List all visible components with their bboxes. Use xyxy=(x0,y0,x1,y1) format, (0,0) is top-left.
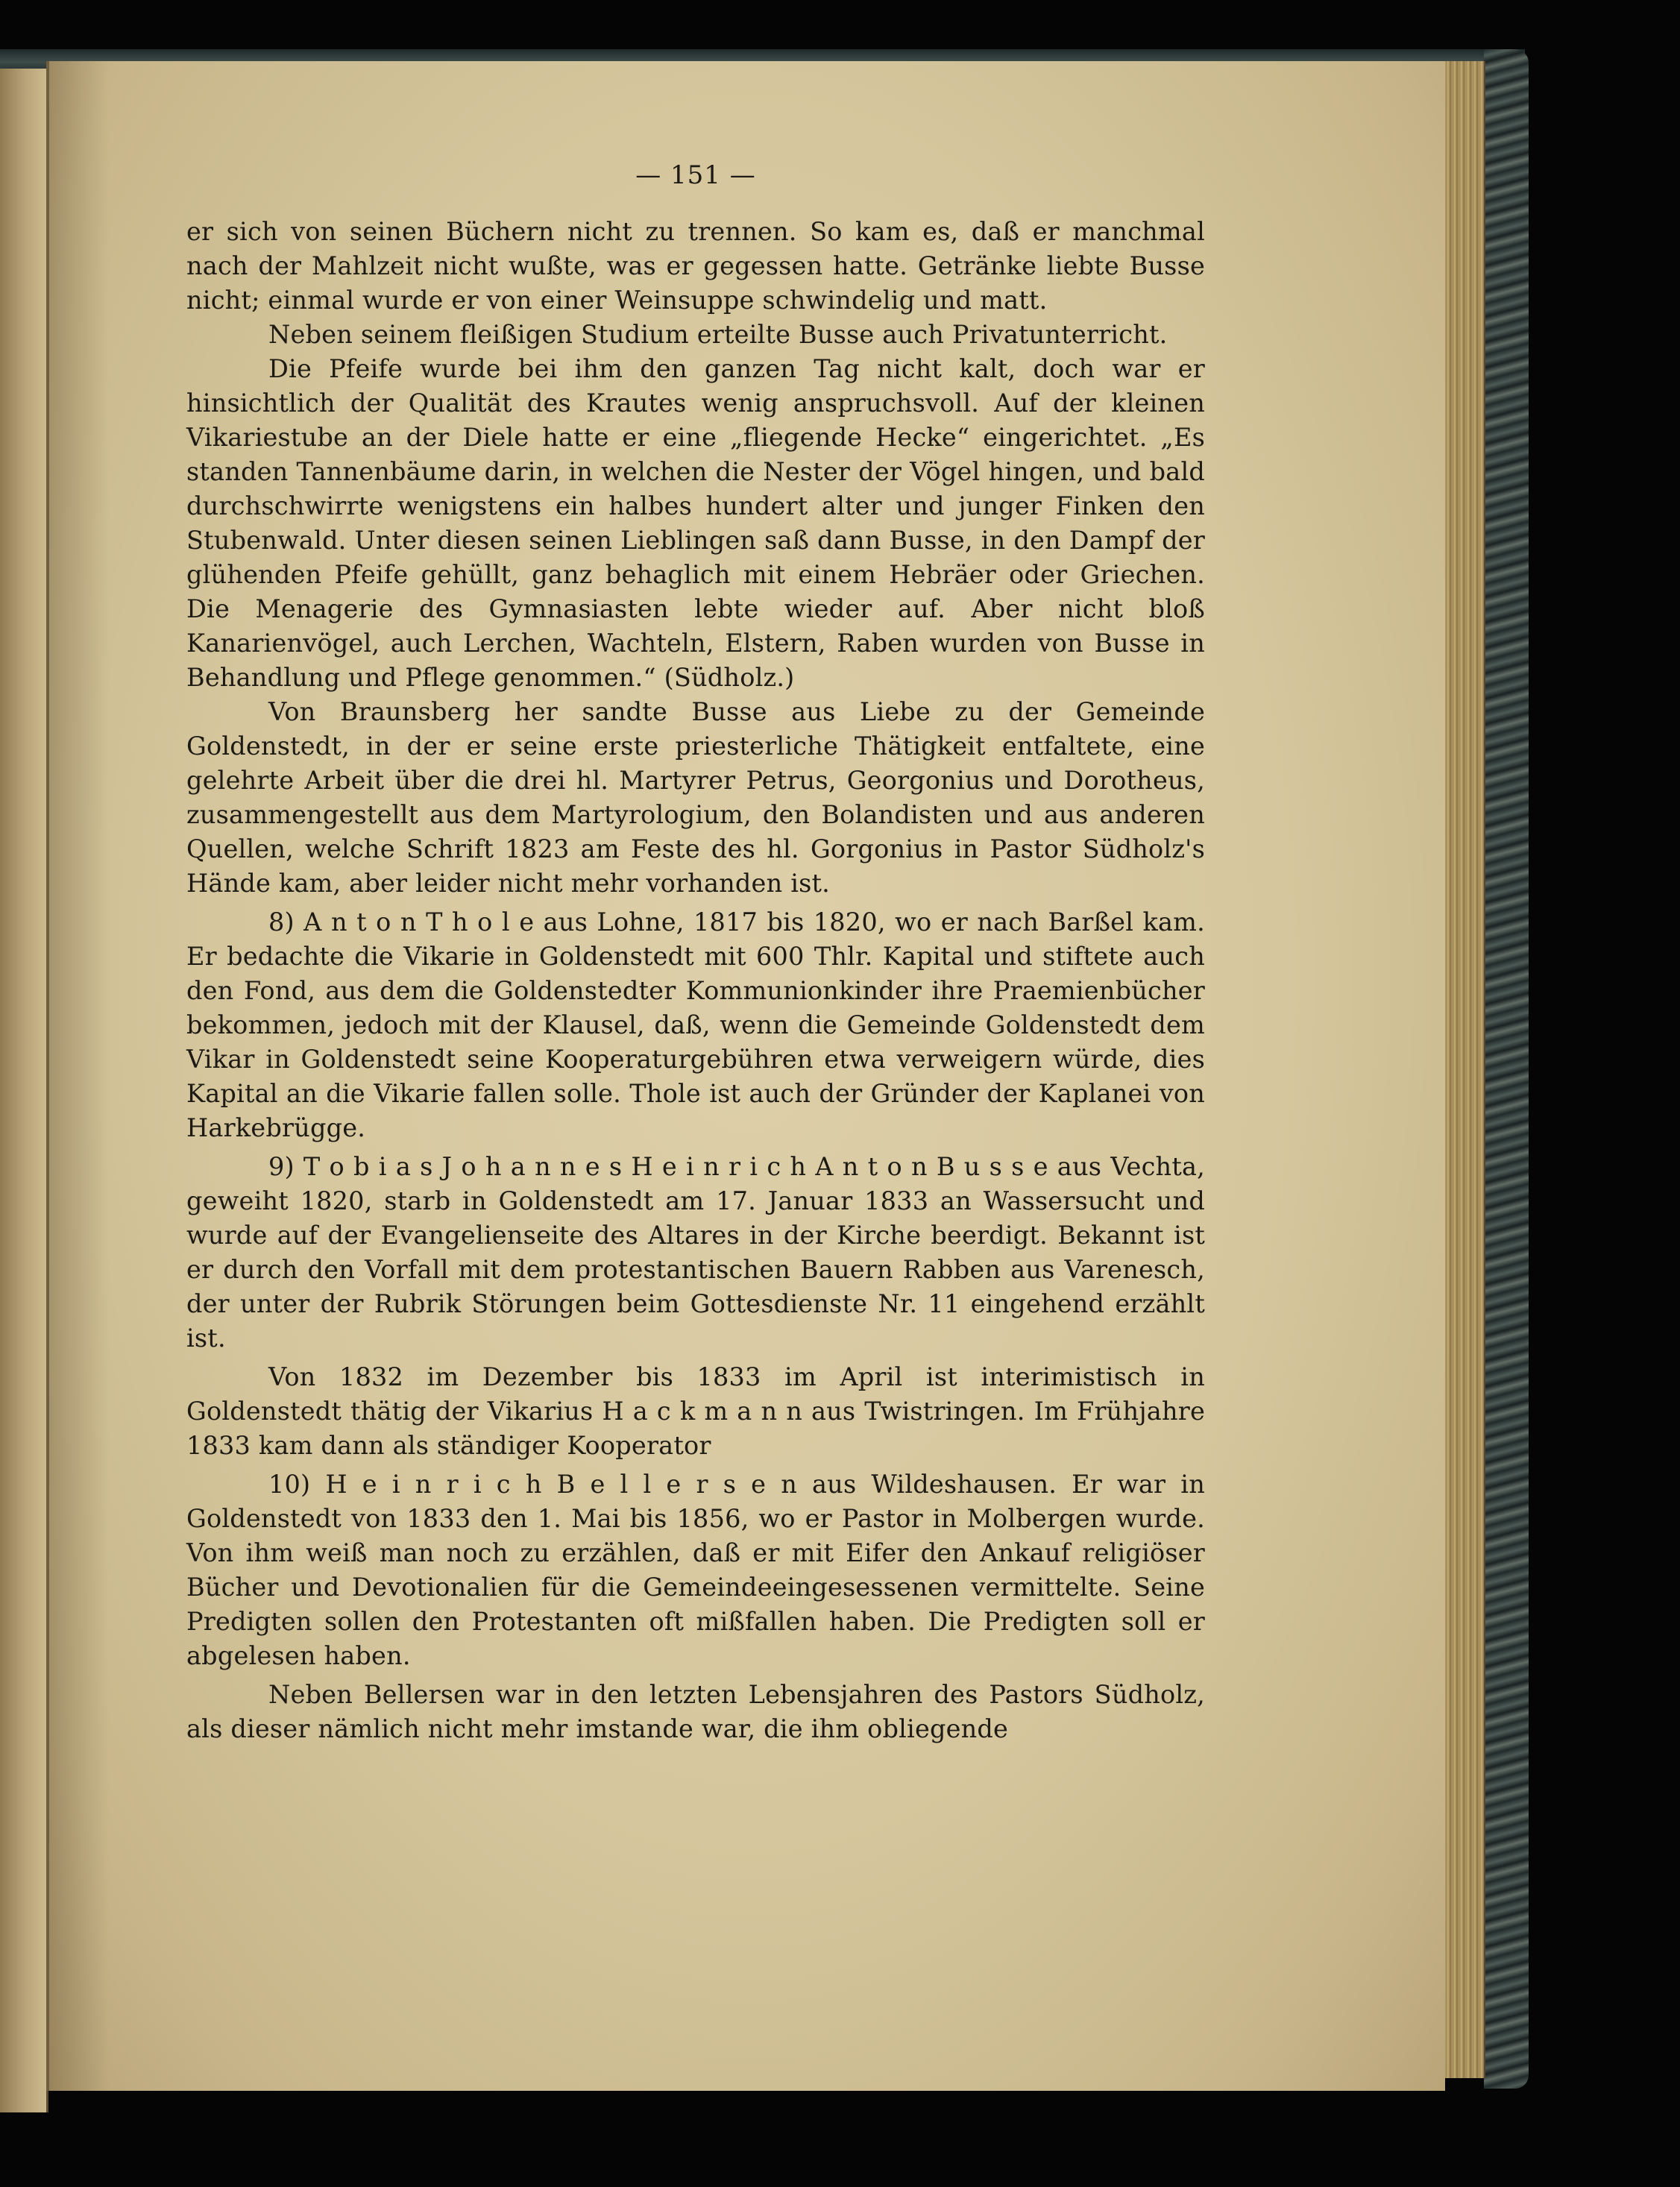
paragraph: Neben Bellersen war in den letzten Lebensjahren des Pastors Südholz, als dieser nämlich nicht mehr imstande war, die ihm obliegende xyxy=(186,1680,1205,1743)
paragraph: 8) A n t o n T h o l e aus Lohne, 1817 bis 1820, wo er nach Barßel kam. Er bedachte die Vikarie in Goldenstedt mit 600 Thlr. Kapital und stiftete auch den Fond, aus dem die Goldenstedter Kommunionkinder ihre Praemienbücher bekommen, jedoch mit der Klausel, daß, wenn die Gemeinde Goldenstedt dem Vikar in Goldenstedt seine Kooperaturgebühren etwa verweigern würde, dies Kapital an die Vikarie fallen solle. Thole ist auch der Gründer der Kaplanei von Harkebrügge. xyxy=(186,907,1205,1142)
facing-page-edge xyxy=(0,69,48,2112)
paragraph: 10) H e i n r i c h B e l l e r s e n aus Wildeshausen. Er war in Goldenstedt von 1833 den 1. Mai bis 1856, wo er Pastor in Molbergen wurde. Von ihm weiß man noch zu erzählen, daß er mit Eifer den Ankauf religiöser Bücher und Devotionalien für die Gemeindeeingesessenen vermittelte. Seine Predigten sollen den Protestanten oft mißfallen haben. Die Predigten soll er abgelesen haben. xyxy=(186,1470,1205,1670)
paragraph: Von 1832 im Dezember bis 1833 im April ist interimistisch in Goldenstedt thätig der Vikarius H a c k m a n n aus Twistringen. Im Frühjahre 1833 kam dann als ständiger Kooperator xyxy=(186,1362,1205,1460)
paragraph: 9) T o b i a s J o h a n n e s H e i n r i c h A n t o n B u s s e aus Vechta, geweiht 1820, starb in Goldenstedt am 17. Januar 1833 an Wassersucht und wurde auf der Evangelienseite des Altares in der Kirche beerdigt. Bekannt ist er durch den Vorfall mit dem protestantischen Bauern Rabben aus Varenesch, der unter der Rubrik Störungen beim Gottesdienste Nr. 11 eingehend erzählt ist. xyxy=(186,1152,1205,1353)
paragraph: Neben seinem fleißigen Studium erteilte Busse auch Privatunterricht. xyxy=(268,320,1168,349)
page-number: — 151 — xyxy=(635,160,756,190)
paragraph: Die Pfeife wurde bei ihm den ganzen Tag nicht kalt, doch war er hinsichtlich der Qualität des Krautes wenig anspruchsvoll. Auf der kleinen Vikariestube an der Diele hatte er eine „fliegende Hecke“ eingerichtet. „Es standen Tannenbäume darin, in welchen die Nester der Vögel hingen, und bald durchschwirrte wenigstens ein halbes hundert alter und junger Finken den Stubenwald. Unter diesen seinen Lieblingen saß dann Busse, in den Dampf der glühenden Pfeife gehüllt, ganz behaglich mit einem Hebräer oder Griechen. Die Menagerie des Gymnasiasten lebte wieder auf. Aber nicht bloß Kanarienvögel, auch Lerchen, Wachteln, Elstern, Raben wurden von Busse in Behandlung und Pflege genommen.“ (Südholz.) xyxy=(186,354,1205,692)
paragraph: er sich von seinen Büchern nicht zu trennen. So kam es, daß er manchmal nach der Mahlzeit nicht wußte, was er gegessen hatte. Getränke liebte Busse nicht; einmal wurde er von einer Weinsuppe schwindelig und matt. xyxy=(186,217,1205,315)
paragraph: Von Braunsberg her sandte Busse aus Liebe zu der Gemeinde Goldenstedt, in der er seine erste priesterliche Thätigkeit entfaltete, eine gelehrte Arbeit über die drei hl. Martyrer Petrus, Georgonius und Dorotheus, zusammengestellt aus dem Martyrologium, den Bolandisten und aus anderen Quellen, welche Schrift 1823 am Feste des hl. Gorgonius in Pastor Südholz's Hände kam, aber leider nicht mehr vorhanden ist. xyxy=(186,697,1205,898)
page-text-block xyxy=(186,158,1205,1746)
page-stack-edge xyxy=(1439,61,1485,2078)
book-cover-edge xyxy=(1484,49,1529,2089)
